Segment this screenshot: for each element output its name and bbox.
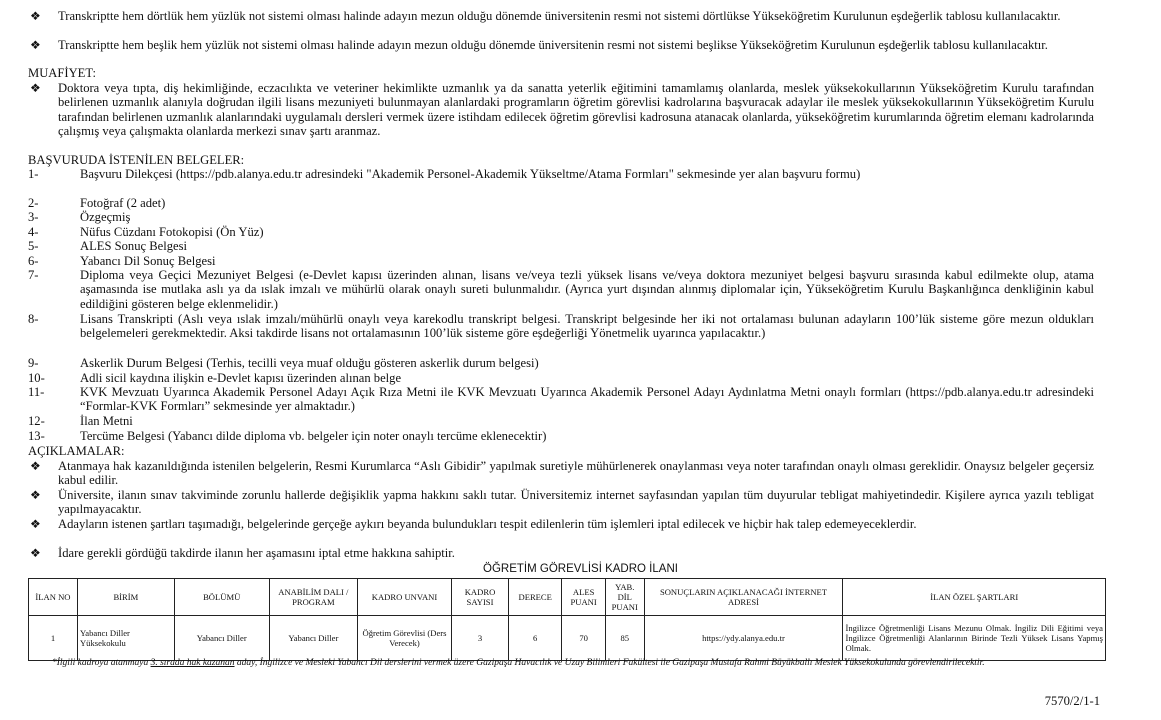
cell-anabilim: Yabancı Diller — [269, 616, 358, 661]
bullet-icon: ❖ — [30, 9, 41, 23]
page-number: 7570/2/1-1 — [1044, 694, 1100, 708]
item-number: 10- — [28, 371, 45, 385]
belge-item-4: Nüfus Cüzdanı Fotokopisi (Ön Yüz) — [80, 225, 264, 239]
bullet-icon: ❖ — [30, 81, 41, 95]
header-yab-dil: YAB. DİL PUANI — [605, 579, 644, 616]
cell-yab-dil: 85 — [605, 616, 644, 661]
item-number: 5- — [28, 239, 39, 253]
item-number: 3- — [28, 210, 39, 224]
footnote-suffix: aday, İngilizce ve Mesleki Yabancı Dil derslerini vermek üzere Gazipaşa Havacılık ve Uzay Bilimleri Fakültesi ile Gazipaşa Mustafa Rahmi Büyükballı Meslek Yüksekokulunda görevlendirilecektir. — [234, 658, 985, 668]
cell-birim: Yabancı Diller Yüksekokulu — [77, 616, 174, 661]
aciklama-1: Atanmaya hak kazanıldığında istenilen belgelerin, Resmi Kurumlarca “Aslı Gibidir” yapılmak suretiyle mühürlenerek onaylanması veya noter tarafından onaylı olması gereklidir. Onaysız belgeler geçersiz kabul edilir. — [58, 459, 1094, 488]
belge-item-11: KVK Mevzuatı Uyarınca Akademik Personel Adayı Açık Rıza Metni ile KVK Mevzuatı Uyarınca Akademik Personel Adayı Aydınlatma Metni onaylı formları (https://pdb.alanya.edu.tr adresindeki “Formlar-KVK Formları” sekmesinde yer almaktadır.) — [80, 385, 1094, 414]
header-bolumu: BÖLÜMÜ — [174, 579, 269, 616]
item-number: 11- — [28, 385, 45, 399]
muafiyet-text: Doktora veya tıpta, diş hekimliğinde, eczacılıkta ve veteriner hekimlikte uzmanlık ya da sanatta yeterlik eğitimini tamamlamış olanlarda, meslek yüksekokullarının Yükseköğretim Kurulu tarafından belirlenen uzmanlık alanıyla doğrudan ilgili lisans mezuniyeti bulunmayan alanlardaki programların öğretim görevlisi kadrolarına başvuracak adaylar ile meslek yüksekokullarının Yükseköğretim Kurulu tarafından belirlenen uzmanlık alanlarındaki uygulamalı dersleri vermek üzere istihdam edilecek öğretim görevlisi kadrosuna atanacak olanlarda, yükseköğretim kurumlarında öğretim elemanı kadrolarında çalışmış veya çalışmakta olanlarda merkezi sınav şartı aranmaz. — [58, 81, 1094, 139]
belge-item-9: Askerlik Durum Belgesi (Terhis, tecilli veya muaf olduğu gösteren askerlik durum belgesi) — [80, 356, 539, 370]
cell-derece: 6 — [509, 616, 562, 661]
aciklama-3: Adayların istenen şartları taşımadığı, belgelerinde gerçeğe aykırı beyanda bulundukları tespit edilenlerin tüm işlemleri iptal edilecek ve hiçbir hak talep edemeyeceklerdir. — [58, 517, 917, 531]
header-birim: BİRİM — [77, 579, 174, 616]
bullet-icon: ❖ — [30, 517, 41, 531]
item-number: 13- — [28, 429, 45, 443]
bullet-icon: ❖ — [30, 546, 41, 560]
cell-ilan-no: 1 — [29, 616, 78, 661]
table-row — [29, 616, 1106, 661]
table-header-row — [29, 579, 1106, 616]
belge-item-6: Yabancı Dil Sonuç Belgesi — [80, 254, 216, 268]
cell-kadro-unvani: Öğretim Görevlisi (Ders Verecek) — [358, 616, 452, 661]
header-kadro-sayisi: KADRO SAYISI — [451, 579, 508, 616]
header-ales: ALES PUANI — [562, 579, 606, 616]
bullet-icon: ❖ — [30, 459, 41, 473]
intro-bullet-2: Transkriptte hem beşlik hem yüzlük not sistemi olması halinde adayın mezun olduğu dönemde üniversitenin resmi not sistemi beşlikse Yükseköğretim Kurulunun eşdeğerlik tablosu kullanılacaktır. — [58, 38, 1048, 52]
belge-item-1: Başvuru Dilekçesi (https://pdb.alanya.edu.tr adresindeki "Akademik Personel-Akademik Yükseltme/Atama Formları" sekmesinde yer alan başvuru formu) — [80, 167, 861, 181]
muafiyet-heading: MUAFİYET: — [28, 66, 96, 80]
aciklamalar-heading: AÇIKLAMALAR: — [28, 444, 125, 458]
belge-item-3: Özgeçmiş — [80, 210, 131, 224]
aciklama-4: İdare gerekli gördüğü takdirde ilanın her aşamasını iptal etme hakkına sahiptir. — [58, 546, 455, 560]
belgeler-heading: BAŞVURUDA İSTENİLEN BELGELER: — [28, 153, 245, 167]
belge-item-12: İlan Metni — [80, 414, 133, 428]
item-number: 1- — [28, 167, 39, 181]
bullet-icon: ❖ — [30, 488, 41, 502]
footnote-prefix: *İlgili kadroya atanmaya — [52, 658, 151, 668]
belge-item-13: Tercüme Belgesi (Yabancı dilde diploma vb. belgeler için noter onaylı tercüme eklenecektir) — [80, 429, 547, 443]
cell-kadro-sayisi: 3 — [451, 616, 508, 661]
belge-item-7: Diploma veya Geçici Mezuniyet Belgesi (e-Devlet kapısı üzerinden alınan, lisans ve/veya tezli yüksek lisans ve/veya doktora mezuniyet belgesi başvuru sırasında kabul edilmekte olup, atama aşamasında ise mutlaka aslı ya da ıslak imzalı ve mühürlü olarak onaylı sureti bulunmalıdır. (Ayrıca yurt dışından alınmış diplomalar için, Yükseköğretim Kurulu Başkanlığınca denkliğinin kabul edildiğini gösteren belge eklenmelidir.) — [80, 268, 1094, 311]
cell-ozel-sartlar: İngilizce Öğretmenliği Lisans Mezunu Olmak. İngiliz Dili Eğitimi veya İngilizce Öğretmenliği Alanlarının Birinde Tezli Yüksek Lisans Yapmış Olmak. — [843, 616, 1106, 661]
item-number: 12- — [28, 414, 45, 428]
cell-bolumu: Yabancı Diller — [174, 616, 269, 661]
item-number: 7- — [28, 268, 39, 282]
footnote — [52, 657, 1102, 670]
belge-item-5: ALES Sonuç Belgesi — [80, 239, 188, 253]
intro-bullet-1: Transkriptte hem dörtlük hem yüzlük not sistemi olması halinde adayın mezun olduğu dönemde üniversitenin resmi not sistemi dörtlükse Yükseköğretim Kurulunun eşdeğerlik tablosu kullanılacaktır. — [58, 9, 1061, 23]
footnote-underlined: 3. sırada hak kazanan — [150, 658, 235, 668]
table-title: ÖĞRETİM GÖREVLİSİ KADRO İLANI — [483, 563, 678, 575]
kadro-table — [28, 578, 1106, 661]
header-derece: DERECE — [509, 579, 562, 616]
belge-item-8: Lisans Transkripti (Aslı veya ıslak imzalı/mühürlü onaylı veya karekodlu transkript belgesi. Transkript belgesinde her iki not ortalaması bulunan adayların 100’lük sisteme göre mezun oldukları belgelemeleri gerekmektedir. Aksi takdirde lisans not ortalamasının 100’lük sisteme göre eşdeğerliği Yönetmelik uyarınca yapılacaktır.) — [80, 312, 1094, 341]
belge-item-2: Fotoğraf (2 adet) — [80, 196, 166, 210]
belge-item-10: Adli sicil kaydına ilişkin e-Devlet kapısı üzerinden alınan belge — [80, 371, 402, 385]
bullet-icon: ❖ — [30, 38, 41, 52]
header-kadro-unvani: KADRO UNVANI — [358, 579, 452, 616]
aciklama-2: Üniversite, ilanın sınav takviminde zorunlu hallerde değişiklik yapma hakkını saklı tutar. Üniversitemiz internet sayfasından yapılan tüm duyurular tebligat mahiyetindedir. Kişilere ayrıca yazılı tebligat yapılmayacaktır. — [58, 488, 1094, 517]
item-number: 8- — [28, 312, 39, 326]
header-internet: SONUÇLARIN AÇIKLANACAĞI İNTERNET ADRESİ — [644, 579, 843, 616]
item-number: 9- — [28, 356, 39, 370]
item-number: 2- — [28, 196, 39, 210]
cell-internet-link[interactable]: https://ydy.alanya.edu.tr — [644, 616, 843, 661]
item-number: 4- — [28, 225, 39, 239]
cell-ales: 70 — [562, 616, 606, 661]
header-anabilim: ANABİLİM DALI / PROGRAM — [269, 579, 358, 616]
header-ozel-sartlar: İLAN ÖZEL ŞARTLARI — [843, 579, 1106, 616]
item-number: 6- — [28, 254, 39, 268]
header-ilan-no: İLAN NO — [29, 579, 78, 616]
